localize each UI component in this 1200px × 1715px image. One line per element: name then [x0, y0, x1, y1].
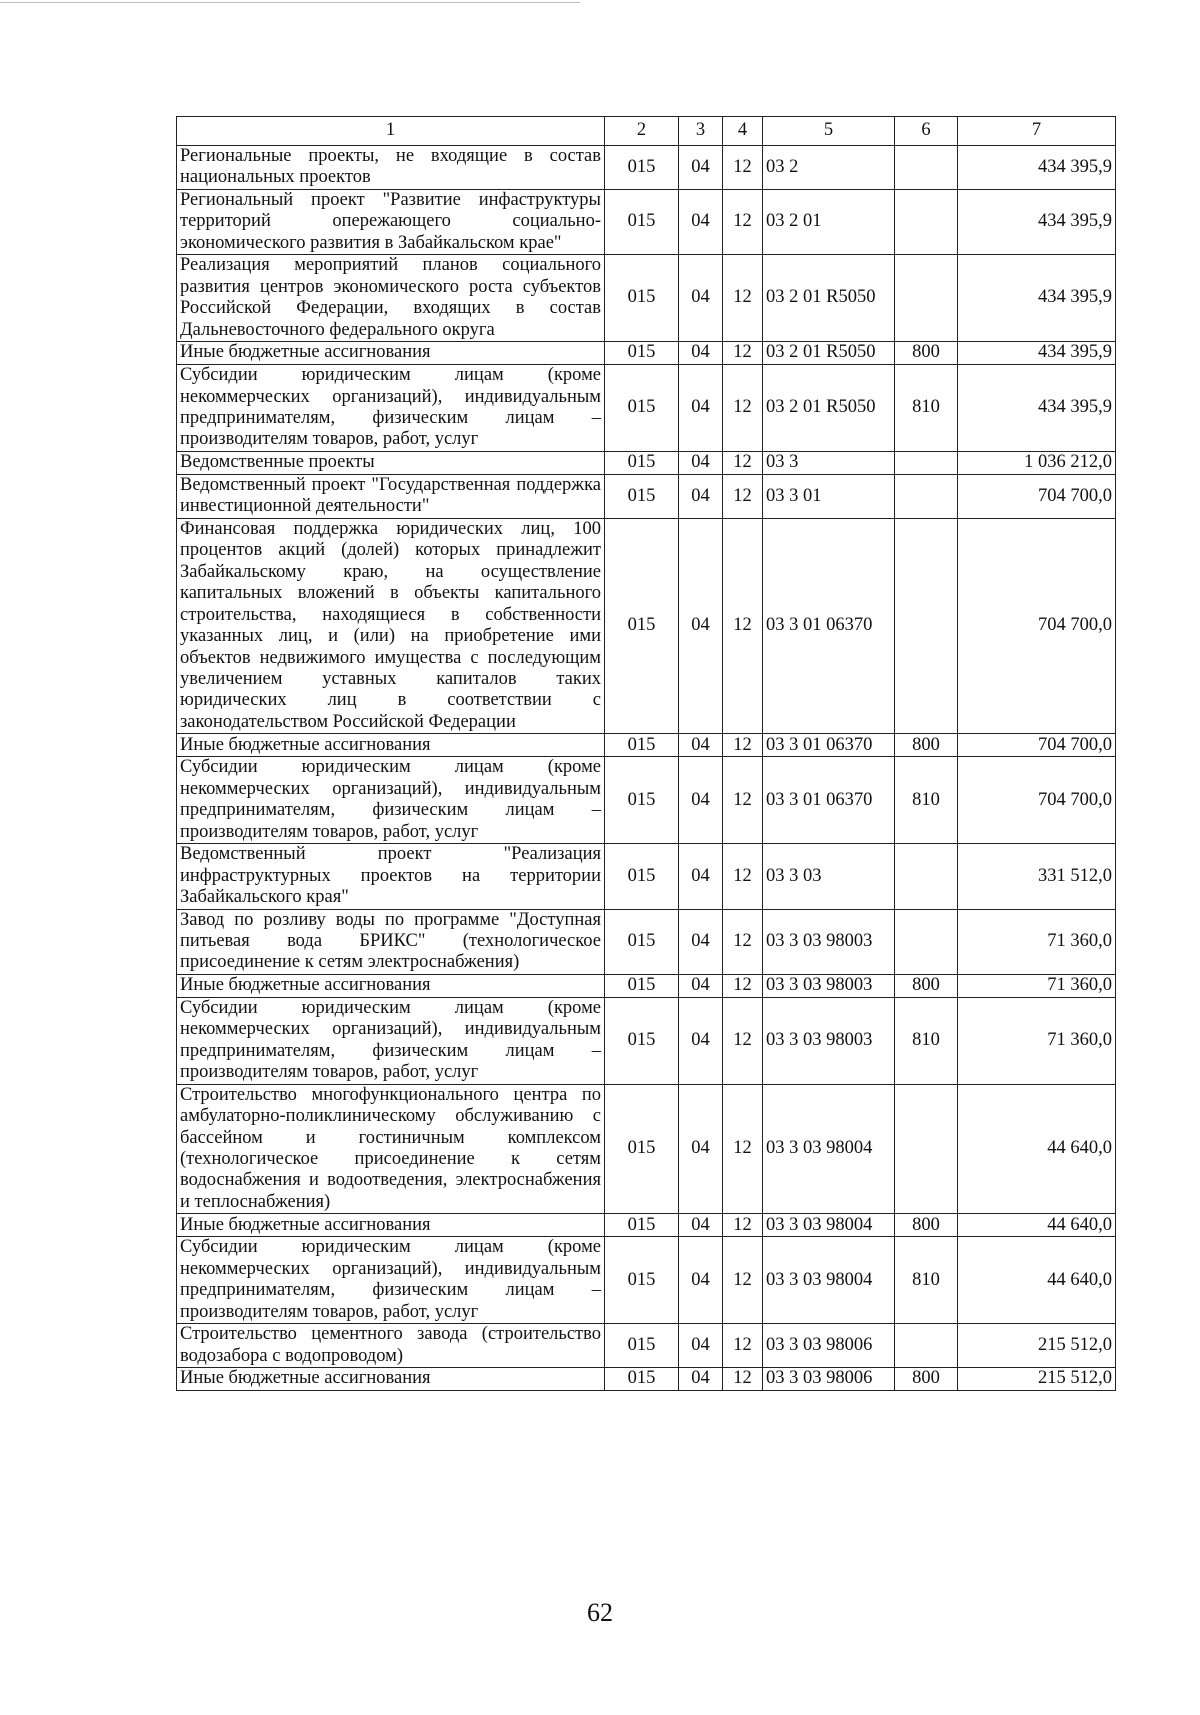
table-header — [177, 117, 1116, 146]
expense-type-cell: 800 — [895, 974, 958, 997]
row-name-cell: Субсидии юридическим лицам (кроме некоммерческих организаций), индивидуальным предпринимателям, физическим лицам – производителям товаров, работ, услуг — [177, 757, 605, 844]
amount-cell: 71 360,0 — [958, 909, 1116, 974]
table-body — [177, 146, 1116, 1391]
subsection-code-cell: 12 — [723, 1368, 763, 1391]
row-name-cell: Строительство многофункционального центра по амбулаторно-поликлиническому обслуживанию с бассейном и гостиничным комплексом (технологическое присоединение к сетям водоснабжения и водоотведения, электроснабжения и теплоснабжения) — [177, 1084, 605, 1214]
subsection-code-cell: 12 — [723, 1324, 763, 1368]
expense-type-cell — [895, 909, 958, 974]
expense-type-cell: 800 — [895, 734, 958, 757]
amount-cell: 704 700,0 — [958, 734, 1116, 757]
admin-code-cell: 015 — [605, 518, 679, 734]
target-article-cell: 03 3 03 98004 — [763, 1084, 895, 1214]
expense-type-cell — [895, 844, 958, 909]
admin-code-cell: 015 — [605, 342, 679, 365]
admin-code-cell: 015 — [605, 146, 679, 190]
section-code-cell: 04 — [679, 146, 723, 190]
target-article-cell: 03 3 03 98004 — [763, 1214, 895, 1237]
section-code-cell: 04 — [679, 518, 723, 734]
table-row — [177, 844, 1116, 909]
amount-cell: 434 395,9 — [958, 146, 1116, 190]
subsection-code-cell: 12 — [723, 757, 763, 844]
subsection-code-cell: 12 — [723, 734, 763, 757]
amount-cell: 44 640,0 — [958, 1237, 1116, 1324]
amount-cell: 44 640,0 — [958, 1084, 1116, 1214]
expense-type-cell — [895, 146, 958, 190]
amount-cell: 44 640,0 — [958, 1214, 1116, 1237]
expense-type-cell — [895, 518, 958, 734]
amount-cell: 331 512,0 — [958, 844, 1116, 909]
target-article-cell: 03 3 01 — [763, 474, 895, 518]
target-article-cell: 03 3 03 98006 — [763, 1368, 895, 1391]
header-cell: 5 — [763, 117, 895, 146]
table-row — [177, 365, 1116, 452]
expense-type-cell: 810 — [895, 365, 958, 452]
section-code-cell: 04 — [679, 844, 723, 909]
row-name-cell: Иные бюджетные ассигнования — [177, 1368, 605, 1391]
table-row — [177, 1368, 1116, 1391]
admin-code-cell: 015 — [605, 757, 679, 844]
expense-type-cell: 800 — [895, 342, 958, 365]
header-cell: 3 — [679, 117, 723, 146]
page-number: 62 — [587, 1598, 613, 1627]
admin-code-cell: 015 — [605, 474, 679, 518]
amount-cell: 434 395,9 — [958, 342, 1116, 365]
table-row — [177, 146, 1116, 190]
admin-code-cell: 015 — [605, 1214, 679, 1237]
row-name-cell: Финансовая поддержка юридических лиц, 100 процентов акций (долей) которых принадлежит Забайкальскому краю, на осуществление капитальных вложений в объекты капитального строительства, находящиеся в собственности указанных лиц, и (или) на приобретение ими объектов недвижимого имущества с последующим увеличением уставных капиталов таких юридических лиц в соответствии с законодательством Российской Федерации — [177, 518, 605, 734]
section-code-cell: 04 — [679, 255, 723, 342]
section-code-cell: 04 — [679, 1237, 723, 1324]
row-name-cell: Ведомственные проекты — [177, 451, 605, 474]
row-name-cell: Субсидии юридическим лицам (кроме некоммерческих организаций), индивидуальным предпринимателям, физическим лицам – производителям товаров, работ, услуг — [177, 365, 605, 452]
amount-cell: 215 512,0 — [958, 1368, 1116, 1391]
header-cell: 7 — [958, 117, 1116, 146]
amount-cell: 704 700,0 — [958, 518, 1116, 734]
row-name-cell: Иные бюджетные ассигнования — [177, 974, 605, 997]
table-row — [177, 255, 1116, 342]
section-code-cell: 04 — [679, 734, 723, 757]
header-cell: 6 — [895, 117, 958, 146]
amount-cell: 704 700,0 — [958, 474, 1116, 518]
table-row — [177, 342, 1116, 365]
table-row — [177, 451, 1116, 474]
section-code-cell: 04 — [679, 342, 723, 365]
target-article-cell: 03 3 03 98003 — [763, 909, 895, 974]
admin-code-cell: 015 — [605, 844, 679, 909]
amount-cell: 434 395,9 — [958, 365, 1116, 452]
admin-code-cell: 015 — [605, 189, 679, 254]
expense-type-cell: 810 — [895, 757, 958, 844]
row-name-cell: Иные бюджетные ассигнования — [177, 342, 605, 365]
header-cell: 2 — [605, 117, 679, 146]
target-article-cell: 03 3 01 06370 — [763, 757, 895, 844]
section-code-cell: 04 — [679, 1324, 723, 1368]
table-row — [177, 1084, 1116, 1214]
section-code-cell: 04 — [679, 974, 723, 997]
target-article-cell: 03 3 03 98004 — [763, 1237, 895, 1324]
target-article-cell: 03 2 01 R5050 — [763, 342, 895, 365]
amount-cell: 704 700,0 — [958, 757, 1116, 844]
expense-type-cell — [895, 1324, 958, 1368]
row-name-cell: Региональный проект "Развитие инфаструктуры территорий опережающего социально-экономического развития в Забайкальском крае" — [177, 189, 605, 254]
expense-type-cell — [895, 451, 958, 474]
admin-code-cell: 015 — [605, 974, 679, 997]
target-article-cell: 03 3 03 — [763, 844, 895, 909]
admin-code-cell: 015 — [605, 734, 679, 757]
subsection-code-cell: 12 — [723, 909, 763, 974]
row-name-cell: Ведомственный проект "Реализация инфраструктурных проектов на территории Забайкальского края" — [177, 844, 605, 909]
table-row — [177, 189, 1116, 254]
target-article-cell: 03 3 03 98003 — [763, 974, 895, 997]
target-article-cell: 03 3 — [763, 451, 895, 474]
subsection-code-cell: 12 — [723, 1237, 763, 1324]
admin-code-cell: 015 — [605, 1368, 679, 1391]
expense-type-cell — [895, 1084, 958, 1214]
expense-type-cell — [895, 255, 958, 342]
table-row — [177, 909, 1116, 974]
section-code-cell: 04 — [679, 997, 723, 1084]
amount-cell: 434 395,9 — [958, 255, 1116, 342]
table-row — [177, 1324, 1116, 1368]
subsection-code-cell: 12 — [723, 342, 763, 365]
admin-code-cell: 015 — [605, 1084, 679, 1214]
target-article-cell: 03 3 01 06370 — [763, 518, 895, 734]
budget-table — [176, 116, 1116, 1391]
subsection-code-cell: 12 — [723, 518, 763, 734]
subsection-code-cell: 12 — [723, 1084, 763, 1214]
table-row — [177, 1214, 1116, 1237]
amount-cell: 1 036 212,0 — [958, 451, 1116, 474]
admin-code-cell: 015 — [605, 451, 679, 474]
subsection-code-cell: 12 — [723, 451, 763, 474]
expense-type-cell: 810 — [895, 997, 958, 1084]
amount-cell: 71 360,0 — [958, 974, 1116, 997]
target-article-cell: 03 2 — [763, 146, 895, 190]
row-name-cell: Ведомственный проект "Государственная поддержка инвестиционной деятельности" — [177, 474, 605, 518]
subsection-code-cell: 12 — [723, 844, 763, 909]
table-row — [177, 518, 1116, 734]
table-row — [177, 1237, 1116, 1324]
row-name-cell: Реализация мероприятий планов социального развития центров экономического роста субъектов Российской Федерации, входящих в состав Дальневосточного федерального округа — [177, 255, 605, 342]
amount-cell: 215 512,0 — [958, 1324, 1116, 1368]
table-row — [177, 734, 1116, 757]
section-code-cell: 04 — [679, 365, 723, 452]
admin-code-cell: 015 — [605, 1237, 679, 1324]
admin-code-cell: 015 — [605, 255, 679, 342]
section-code-cell: 04 — [679, 909, 723, 974]
target-article-cell: 03 3 01 06370 — [763, 734, 895, 757]
target-article-cell: 03 2 01 R5050 — [763, 255, 895, 342]
subsection-code-cell: 12 — [723, 1214, 763, 1237]
subsection-code-cell: 12 — [723, 189, 763, 254]
row-name-cell: Завод по розливу воды по программе "Доступная питьевая вода БРИКС" (технологическое присоединение к сетям электроснабжения) — [177, 909, 605, 974]
row-name-cell: Иные бюджетные ассигнования — [177, 734, 605, 757]
admin-code-cell: 015 — [605, 909, 679, 974]
table-row — [177, 757, 1116, 844]
table-row — [177, 974, 1116, 997]
section-code-cell: 04 — [679, 757, 723, 844]
admin-code-cell: 015 — [605, 1324, 679, 1368]
subsection-code-cell: 12 — [723, 474, 763, 518]
subsection-code-cell: 12 — [723, 255, 763, 342]
section-code-cell: 04 — [679, 451, 723, 474]
admin-code-cell: 015 — [605, 365, 679, 452]
row-name-cell: Иные бюджетные ассигнования — [177, 1214, 605, 1237]
table-row — [177, 474, 1116, 518]
row-name-cell: Субсидии юридическим лицам (кроме некоммерческих организаций), индивидуальным предпринимателям, физическим лицам – производителям товаров, работ, услуг — [177, 1237, 605, 1324]
scan-edge-line — [0, 2, 580, 3]
subsection-code-cell: 12 — [723, 365, 763, 452]
expense-type-cell: 810 — [895, 1237, 958, 1324]
amount-cell: 434 395,9 — [958, 189, 1116, 254]
header-row — [177, 117, 1116, 146]
header-cell: 1 — [177, 117, 605, 146]
amount-cell: 71 360,0 — [958, 997, 1116, 1084]
subsection-code-cell: 12 — [723, 997, 763, 1084]
target-article-cell: 03 3 03 98006 — [763, 1324, 895, 1368]
section-code-cell: 04 — [679, 474, 723, 518]
subsection-code-cell: 12 — [723, 146, 763, 190]
section-code-cell: 04 — [679, 1368, 723, 1391]
section-code-cell: 04 — [679, 189, 723, 254]
expense-type-cell — [895, 189, 958, 254]
row-name-cell: Субсидии юридическим лицам (кроме некоммерческих организаций), индивидуальным предпринимателям, физическим лицам – производителям товаров, работ, услуг — [177, 997, 605, 1084]
section-code-cell: 04 — [679, 1214, 723, 1237]
subsection-code-cell: 12 — [723, 974, 763, 997]
target-article-cell: 03 2 01 R5050 — [763, 365, 895, 452]
row-name-cell: Региональные проекты, не входящие в состав национальных проектов — [177, 146, 605, 190]
admin-code-cell: 015 — [605, 997, 679, 1084]
header-cell: 4 — [723, 117, 763, 146]
expense-type-cell: 800 — [895, 1368, 958, 1391]
expense-type-cell — [895, 474, 958, 518]
target-article-cell: 03 2 01 — [763, 189, 895, 254]
row-name-cell: Строительство цементного завода (строительство водозабора с водопроводом) — [177, 1324, 605, 1368]
expense-type-cell: 800 — [895, 1214, 958, 1237]
target-article-cell: 03 3 03 98003 — [763, 997, 895, 1084]
section-code-cell: 04 — [679, 1084, 723, 1214]
table-row — [177, 997, 1116, 1084]
